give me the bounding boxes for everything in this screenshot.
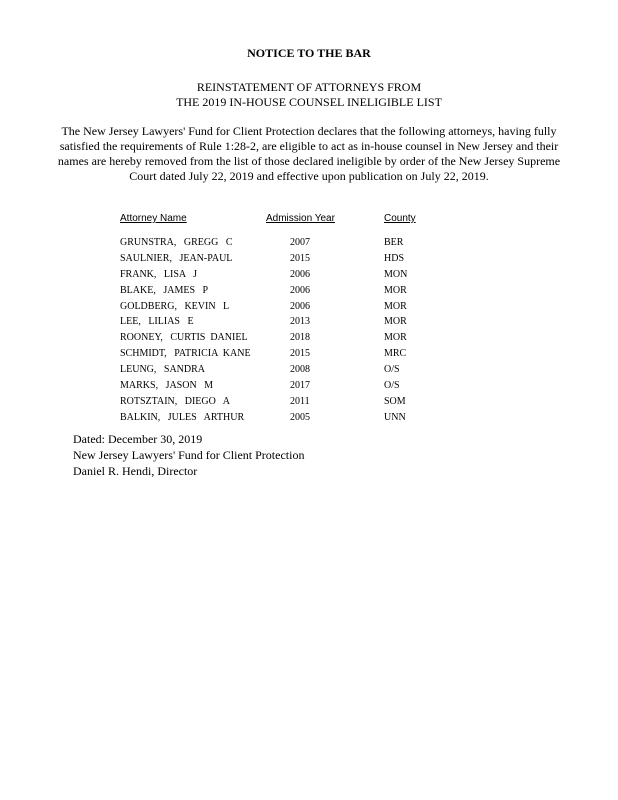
table-row <box>0 362 618 378</box>
county-cell: O/S <box>384 364 400 376</box>
table-row <box>0 267 618 283</box>
county-cell: MOR <box>384 316 407 328</box>
table-row <box>0 283 618 299</box>
attorney-name-cell: LEE, LILIAS E <box>120 316 194 328</box>
table-row <box>0 235 618 251</box>
county-cell: O/S <box>384 380 400 392</box>
county-cell: MOR <box>384 300 407 312</box>
column-header-admission-year: Admission Year <box>266 213 335 224</box>
county-cell: MOR <box>384 284 407 296</box>
column-header-county: County <box>384 213 416 224</box>
admission-year-cell: 2006 <box>290 300 310 312</box>
attorney-name-cell: BALKIN, JULES ARTHUR <box>120 411 245 423</box>
attorney-name-cell: ROTSZTAIN, DIEGO A <box>120 395 231 407</box>
county-cell: SOM <box>384 395 406 407</box>
table-row <box>0 394 618 410</box>
attorney-name-cell: ROONEY, CURTIS DANIEL <box>120 332 248 344</box>
intro-line: names are hereby removed from the list of those declared ineligible by order of the New Jersey Supreme <box>57 154 561 168</box>
admission-year-cell: 2006 <box>290 284 310 296</box>
county-cell: HDS <box>384 252 405 264</box>
table-header <box>0 211 618 229</box>
table-row <box>0 378 618 394</box>
table-row <box>0 251 618 267</box>
admission-year-cell: 2015 <box>290 252 310 264</box>
table-row <box>0 410 618 426</box>
attorney-name-cell: SCHMIDT, PATRICIA KANE <box>120 348 251 360</box>
intro-line: The New Jersey Lawyers' Fund for Client Protection declares that the following attorneys, having fully <box>61 124 557 138</box>
table-row <box>0 346 618 362</box>
admission-year-cell: 2011 <box>290 395 310 407</box>
attorney-name-cell: MARKS, JASON M <box>120 380 214 392</box>
admission-year-cell: 2005 <box>290 411 310 423</box>
subtitle-line-1: REINSTATEMENT OF ATTORNEYS FROM <box>196 80 422 94</box>
admission-year-cell: 2015 <box>290 348 310 360</box>
attorney-name-cell: FRANK, LISA J <box>120 268 197 280</box>
column-header-attorney-name: Attorney Name <box>120 213 187 224</box>
admission-year-cell: 2008 <box>290 364 310 376</box>
attorney-name-cell: BLAKE, JAMES P <box>120 284 209 296</box>
dated-line: Dated: December 30, 2019 <box>73 432 203 446</box>
table-row <box>0 299 618 315</box>
signature-block <box>73 431 304 479</box>
county-cell: MOR <box>384 332 407 344</box>
attorney-name-cell: LEUNG, SANDRA <box>120 364 205 376</box>
table-body <box>0 235 618 426</box>
intro-line: Court dated July 22, 2019 and effective upon publication on July 22, 2019. <box>129 169 489 183</box>
attorney-name-cell: SAULNIER, JEAN-PAUL <box>120 252 233 264</box>
admission-year-cell: 2018 <box>290 332 310 344</box>
table-row <box>0 314 618 330</box>
table-row <box>0 330 618 346</box>
attorney-name-cell: GRUNSTRA, GREGG C <box>120 237 233 248</box>
county-cell: MRC <box>384 348 407 360</box>
organization-line: New Jersey Lawyers' Fund for Client Protection <box>73 448 305 462</box>
intro-line: satisfied the requirements of Rule 1:28-2, are eligible to act as in-house counsel in New Jersey and their <box>59 139 559 153</box>
county-cell: BER <box>384 237 404 248</box>
intro-paragraph <box>0 124 618 184</box>
admission-year-cell: 2013 <box>290 316 310 328</box>
notice-title: NOTICE TO THE BAR <box>247 46 371 60</box>
admission-year-cell: 2017 <box>290 380 310 392</box>
subtitle-line-2: THE 2019 IN-HOUSE COUNSEL INELIGIBLE LIST <box>176 95 442 109</box>
county-cell: MON <box>384 268 408 280</box>
attorney-table <box>0 211 618 423</box>
admission-year-cell: 2007 <box>290 237 310 248</box>
admission-year-cell: 2006 <box>290 268 310 280</box>
county-cell: UNN <box>384 411 406 423</box>
attorney-name-cell: GOLDBERG, KEVIN L <box>120 300 230 312</box>
director-line: Daniel R. Hendi, Director <box>73 464 198 478</box>
